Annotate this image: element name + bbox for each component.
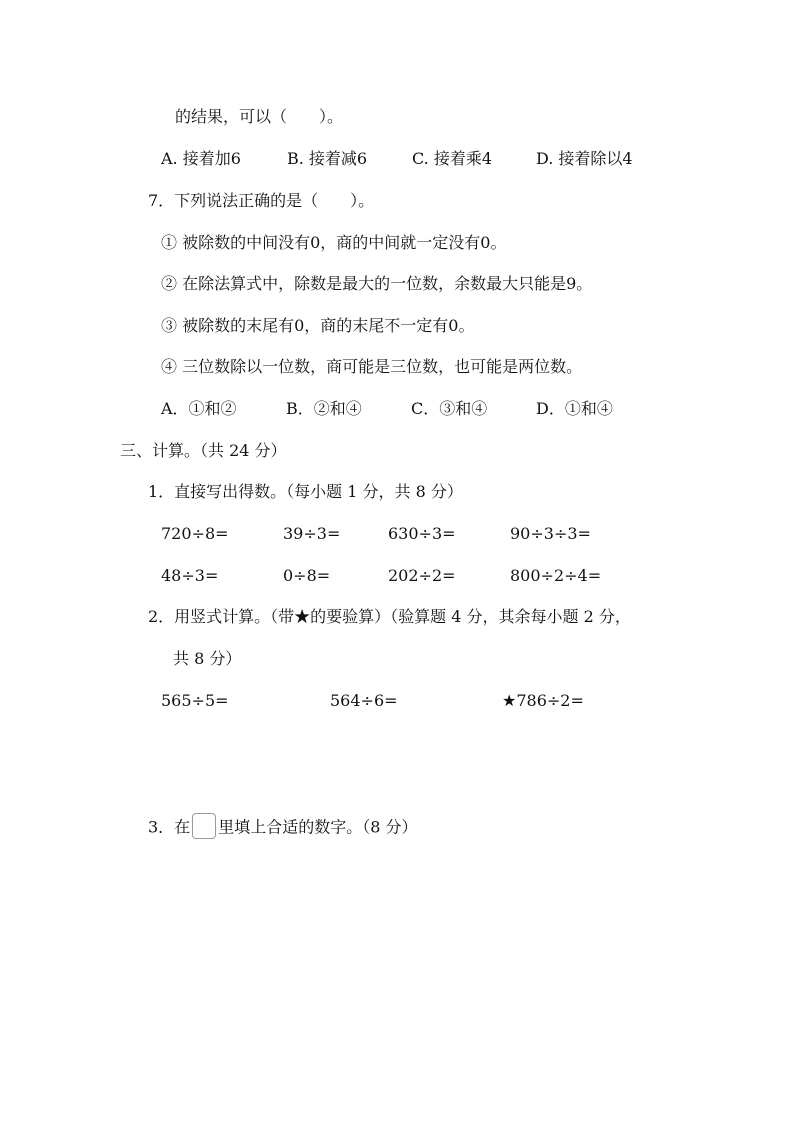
part-2-title-line-1: 2．用竖式计算。（带★的要验算）（验算题 4 分，其余每小题 2 分， bbox=[148, 607, 631, 626]
vertical-calc-item: 564÷6= bbox=[330, 691, 398, 710]
oral-calc-row-1 bbox=[161, 523, 761, 545]
oral-calc-item: 800÷2÷4= bbox=[510, 566, 602, 585]
part-3-title-prefix: 3．在 bbox=[148, 817, 191, 837]
q7-option-b: B．②和④ bbox=[286, 399, 362, 418]
vertical-calc-item: ★786÷2= bbox=[502, 691, 584, 710]
oral-calc-item: 90÷3÷3= bbox=[510, 524, 591, 543]
section-3-heading: 三、计算。（共 24 分） bbox=[120, 441, 287, 460]
oral-calc-item: 0÷8= bbox=[283, 566, 331, 585]
part-3-title-suffix: 里填上合适的数字。（8 分） bbox=[218, 817, 418, 837]
oral-calc-item: 720÷8= bbox=[161, 524, 229, 543]
q7-options bbox=[161, 398, 761, 420]
vertical-calc-row bbox=[161, 690, 761, 712]
q7-statement-2: ② 在除法算式中，除数是最大的一位数，余数最大只能是9。 bbox=[161, 274, 593, 293]
q7-stem: 7．下列说法正确的是（ ）。 bbox=[148, 191, 375, 210]
q7-statement-3: ③ 被除数的末尾有0，商的末尾不一定有0。 bbox=[161, 316, 475, 335]
blank-box-icon bbox=[192, 813, 216, 839]
q6-options bbox=[161, 148, 761, 170]
q6-option-a: A. 接着加6 bbox=[161, 149, 241, 168]
q7-statement-4: ④ 三位数除以一位数，商可能是三位数，也可能是两位数。 bbox=[161, 357, 583, 376]
part-3-title bbox=[148, 815, 417, 841]
oral-calc-item: 202÷2= bbox=[388, 566, 456, 585]
q6-continuation: 的结果，可以（ ）。 bbox=[175, 107, 344, 126]
oral-calc-item: 630÷3= bbox=[388, 524, 456, 543]
q7-statement-1: ① 被除数的中间没有0，商的中间就一定没有0。 bbox=[161, 233, 507, 252]
q7-option-d: D．①和④ bbox=[536, 399, 613, 418]
oral-calc-row-2 bbox=[161, 565, 761, 587]
q6-option-d: D. 接着除以4 bbox=[536, 149, 633, 168]
q6-option-b: B. 接着减6 bbox=[287, 149, 368, 168]
q7-option-a: A．①和② bbox=[161, 399, 237, 418]
oral-calc-item: 39÷3= bbox=[283, 524, 341, 543]
q6-option-c: C. 接着乘4 bbox=[412, 149, 493, 168]
q7-option-c: C．③和④ bbox=[411, 399, 488, 418]
oral-calc-item: 48÷3= bbox=[161, 566, 219, 585]
part-1-title: 1．直接写出得数。（每小题 1 分，共 8 分） bbox=[148, 482, 463, 501]
part-2-title-line-2: 共 8 分） bbox=[173, 649, 242, 668]
vertical-calc-item: 565÷5= bbox=[161, 691, 229, 710]
